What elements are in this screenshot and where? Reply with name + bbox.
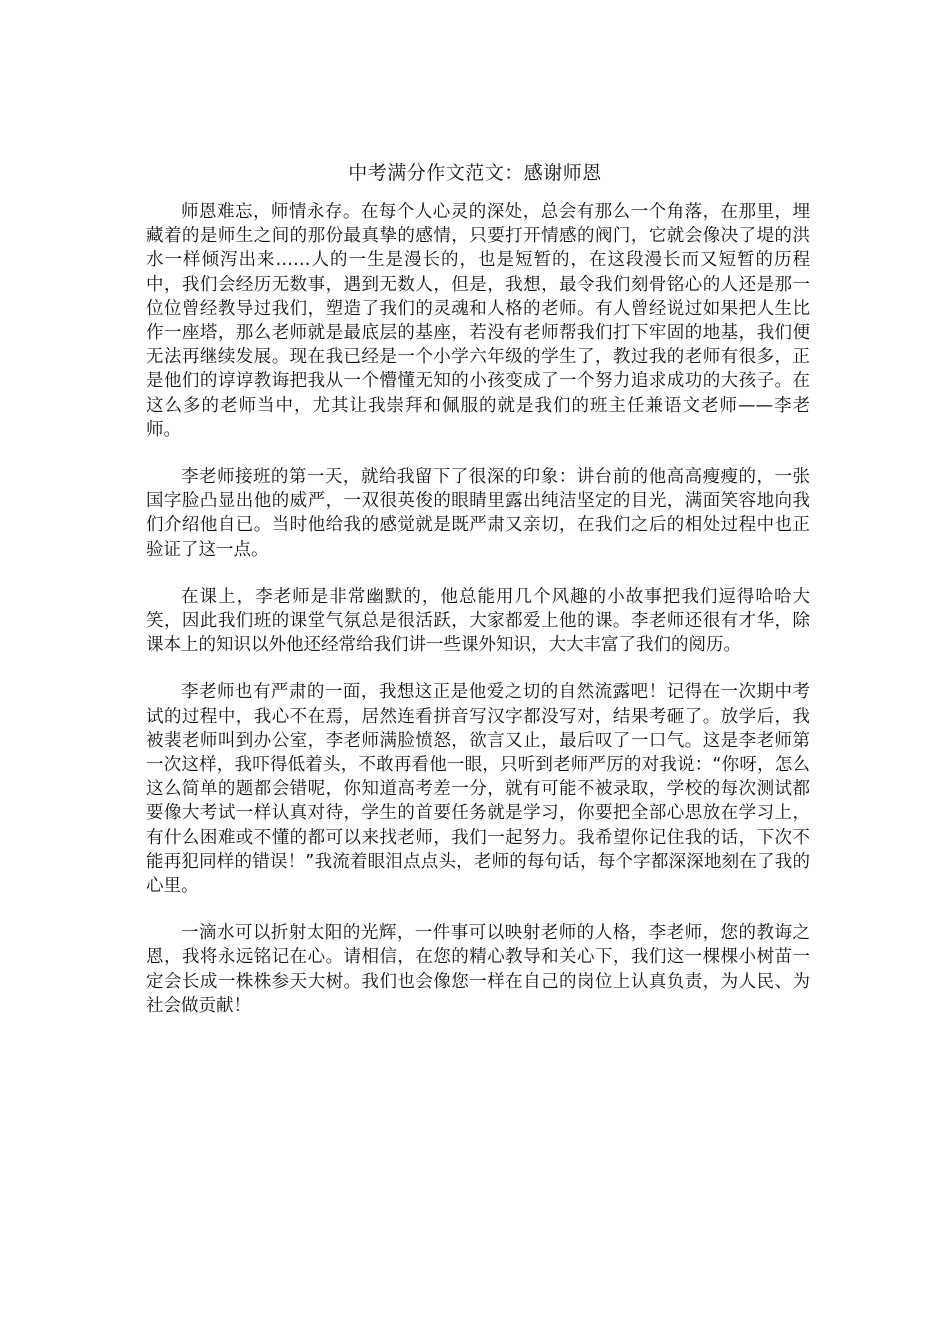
document-body: [146, 200, 810, 1041]
paragraph-3: 在课上，李老师是非常幽默的，他总能用几个风趣的小故事把我们逗得哈哈大笑，因此我们班的课堂气氛总是很活跃，大家都爱上他的课。李老师还很有才华，除课本上的知识以外他还经常给我们讲一些课外知识，大大丰富了我们的阅历。: [146, 586, 810, 656]
paragraph-5: 一滴水可以折射太阳的光辉，一件事可以映射老师的人格，李老师，您的教诲之恩，我将永远铭记在心。请相信，在您的精心教导和关心下，我们这一棵棵小树苗一定会长成一株株参天大树。我们也会像您一样在自己的岗位上认真负责，为人民、为社会做贡献！: [146, 923, 810, 1016]
paragraph-1: 师恩难忘，师情永存。在每个人心灵的深处，总会有那么一个角落，在那里，埋藏着的是师生之间的那份最真挚的感情，只要打开情感的阀门，它就会像决了堤的洪水一样倾泻出来……人的一生是漫长的，也是短暂的，在这段漫长而又短暂的历程中，我们会经历无数事，遇到无数人，但是，我想，最令我们刻骨铭心的人还是那一位位曾经教导过我们，塑造了我们的灵魂和人格的老师。有人曾经说过如果把人生比作一座塔，那么老师就是最底层的基座，若没有老师帮我们打下牢固的地基，我们便无法再继续发展。现在我已经是一个小学六年级的学生了，教过我的老师有很多，正是他们的谆谆教诲把我从一个懵懂无知的小孩变成了一个努力追求成功的大孩子。在这么多的老师当中，尤其让我崇拜和佩服的就是我们的班主任兼语文老师——李老师。: [146, 202, 810, 440]
document-title: 中考满分作文范文：感谢师恩: [348, 162, 602, 184]
paragraph-2: 李老师接班的第一天，就给我留下了很深的印象：讲台前的他高高瘦瘦的，一张国字脸凸显出他的威严，一双很英俊的眼睛里露出纯洁坚定的目光，满面笑容地向我们介绍他自已。当时他给我的感觉就是既严肃又亲切，在我们之后的相处过程中也正验证了这一点。: [146, 467, 810, 560]
paragraph-4: 李老师也有严肃的一面，我想这正是他爱之切的自然流露吧！记得在一次期中考试的过程中，我心不在焉，居然连看拼音写汉字都没写对，结果考砸了。放学后，我被裴老师叫到办公室，李老师满脸愤怒，欲言又止，最后叹了一口气。这是李老师第一次这样，我吓得低着头，不敢再看他一眼，只听到老师严厉的对我说：“你呀，怎么这么简单的题都会错呢，你知道高考差一分，就有可能不被录取，学校的每次测试都要像大考试一样认真对待，学生的首要任务就是学习，你要把全部心思放在学习上，有什么困难或不懂的都可以来找老师，我们一起努力。我希望你记住我的话，下次不能再犯同样的错误！”我流着眼泪点点头，老师的每句话，每个字都深深地刻在了我的心里。: [146, 682, 810, 897]
